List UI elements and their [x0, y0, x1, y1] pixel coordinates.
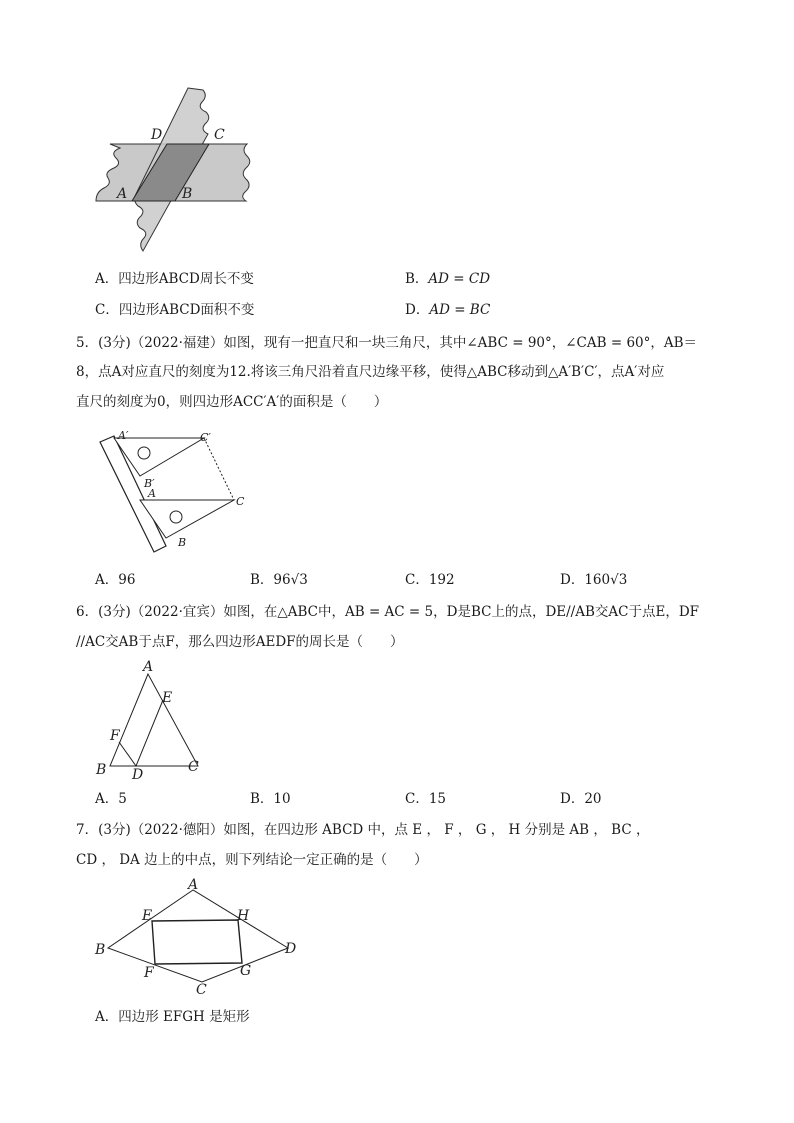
q6-stem-line1: 6．(3分)（2022·宜宾）如图，在△ABC中，AB = AC = 5，D是BC上的点，DE//AB交AC于点E，DF — [76, 604, 700, 620]
q5-label-c: C — [236, 495, 245, 508]
q5-label-b1: B′ — [144, 477, 155, 490]
q4-option-c[interactable] — [95, 300, 254, 320]
q7-option-a[interactable] — [95, 1007, 250, 1027]
q5-figure — [96, 428, 256, 558]
q4-label-b: B — [182, 186, 193, 202]
q4-option-a-text: 四边形ABCD周长不变 — [118, 271, 254, 287]
q7-label-f: F — [144, 965, 154, 981]
q7-label-g: G — [240, 963, 252, 979]
q6-label-f: F — [110, 728, 120, 744]
q5-option-a-letter: A． — [95, 572, 119, 588]
q7-label-a: A — [188, 877, 199, 893]
q5-label-a: A — [148, 487, 156, 500]
q7-label-e: E — [142, 908, 153, 924]
q4-label-c: C — [214, 127, 225, 143]
q6-option-d[interactable] — [560, 789, 602, 809]
q6-label-e: E — [162, 690, 173, 706]
q7-quadrilateral-efgh — [152, 920, 242, 964]
q5-dotted-cc — [204, 438, 234, 500]
q5-label-c1: C′ — [200, 431, 211, 444]
q6-label-a: A — [143, 659, 154, 675]
q6-option-b-text: 10 — [273, 791, 291, 807]
q7-label-d: D — [285, 941, 297, 957]
q5-option-c-text: 192 — [428, 572, 455, 588]
q5-option-b[interactable] — [250, 570, 308, 590]
q5-option-a-text: 96 — [118, 572, 136, 588]
q6-option-a[interactable] — [95, 789, 127, 809]
q7-stem-line1: 7．(3分)（2022·德阳）如图，在四边形 ABCD 中，点 E ， F ， G ， H 分别是 AB ， BC ， — [76, 822, 650, 838]
q7-option-a-letter: A． — [95, 1009, 119, 1025]
q6-label-d: D — [132, 767, 144, 782]
q5-option-b-text: 96√3 — [273, 572, 308, 588]
q6-triangle-abc — [110, 674, 198, 766]
q7-stem-line2: CD ， DA 边上的中点，则下列结论一定正确的是（ ） — [76, 852, 428, 868]
q4-option-b-text: AD = CD — [428, 271, 491, 287]
q6-figure — [92, 658, 212, 782]
q5-option-c[interactable] — [405, 570, 455, 590]
q6-option-c-letter: C． — [405, 791, 429, 807]
q4-option-d[interactable] — [405, 300, 490, 320]
q6-option-d-text: 20 — [584, 791, 602, 807]
q5-option-c-letter: C． — [405, 572, 429, 588]
q7-option-a-text: 四边形 EFGH 是矩形 — [118, 1009, 250, 1025]
q7-label-c: C — [196, 982, 207, 998]
q6-option-a-letter: A． — [95, 791, 119, 807]
q6-option-a-text: 5 — [118, 791, 127, 807]
q6-segments-fde — [119, 700, 163, 766]
q5-option-b-letter: B． — [250, 572, 274, 588]
q6-label-c: C — [188, 759, 199, 775]
q5-stem-line3: 直尺的刻度为0，则四边形ACC′A′的面积是（ ） — [76, 394, 388, 410]
q4-option-c-text: 四边形ABCD面积不变 — [118, 302, 255, 318]
q5-option-d-text: 160√3 — [584, 572, 628, 588]
q5-option-d[interactable] — [560, 570, 627, 590]
q5-label-a1: A′ — [118, 429, 129, 442]
q5-stem-line1: 5．(3分)（2022·福建）如图，现有一把直尺和一块三角尺，其中∠ABC = 90°，∠CAB = 60°，AB＝ — [76, 335, 698, 351]
q4-option-d-letter: D． — [405, 302, 430, 318]
q6-option-d-letter: D． — [560, 791, 585, 807]
q6-stem-line2: //AC交AB于点F，那么四边形AEDF的周长是（ ） — [76, 634, 404, 650]
q4-option-b-letter: B． — [405, 271, 429, 287]
q4-label-a: A — [117, 186, 128, 202]
q6-option-b[interactable] — [250, 789, 291, 809]
q4-label-d: D — [151, 127, 163, 143]
q7-quadrilateral-abcd — [108, 890, 288, 982]
q7-label-h: H — [237, 908, 250, 924]
q4-option-c-letter: C． — [95, 302, 119, 318]
q4-option-a-letter: A． — [95, 271, 119, 287]
q5-option-a[interactable] — [95, 570, 135, 590]
q7-figure — [92, 876, 302, 1000]
q6-option-c-text: 15 — [428, 791, 447, 807]
q5-label-b: B — [178, 536, 187, 549]
q6-label-b: B — [96, 762, 107, 778]
q5-option-d-letter: D． — [560, 572, 585, 588]
q6-option-b-letter: B． — [250, 791, 274, 807]
q6-option-c[interactable] — [405, 789, 446, 809]
q4-figure — [92, 84, 262, 254]
q4-option-a[interactable] — [95, 269, 254, 289]
q4-option-d-text: AD = BC — [429, 302, 491, 318]
q7-label-b: B — [95, 942, 106, 958]
q5-stem-line2: 8，点A对应直尺的刻度为12.将该三角尺沿着直尺边缘平移，使得△ABC移动到△A′B′C′，点A′对应 — [76, 364, 665, 380]
q4-option-b[interactable] — [405, 269, 490, 289]
